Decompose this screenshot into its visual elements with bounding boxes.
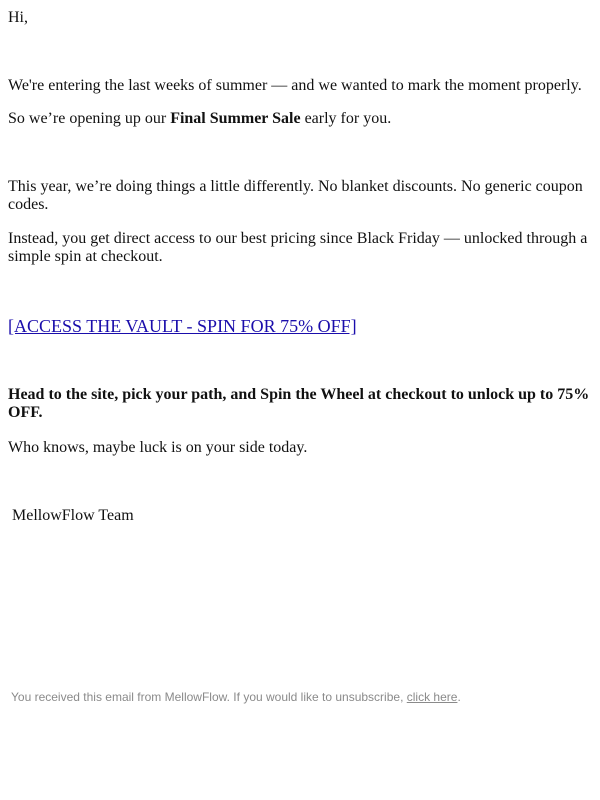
greeting: Hi, bbox=[8, 9, 28, 26]
unsubscribe-footer bbox=[11, 689, 461, 705]
sale-text-after: early for you. bbox=[300, 110, 392, 127]
sale-text-before: So we’re opening up our bbox=[8, 110, 171, 127]
footer-text: You received this email from MellowFlow. If you would like to unsubscribe, bbox=[11, 690, 407, 704]
differently-paragraph: This year, we’re doing things a little differently. No blanket discounts. No generic coupon codes. bbox=[8, 178, 583, 213]
unsubscribe-link[interactable]: click here bbox=[406, 690, 458, 704]
access-vault-link[interactable]: [ACCESS THE VAULT - SPIN FOR 75% OFF] bbox=[8, 316, 357, 336]
luck-paragraph: Who knows, maybe luck is on your side today. bbox=[8, 439, 308, 456]
footer-end: . bbox=[457, 690, 461, 704]
instructions-paragraph bbox=[8, 386, 592, 422]
sale-name: Final Summer Sale bbox=[170, 110, 301, 127]
signoff: MellowFlow Team bbox=[12, 507, 134, 524]
pricing-paragraph: Instead, you get direct access to our best pricing since Black Friday — unlocked through a simple spin at checkout. bbox=[8, 230, 588, 265]
intro-paragraph: We're entering the last weeks of summer — and we wanted to mark the moment properly. bbox=[8, 77, 582, 94]
instructions-text: Head to the site, pick your path, and Spin the Wheel at checkout to unlock up to 75% OFF. bbox=[8, 386, 590, 421]
sale-paragraph bbox=[8, 109, 391, 128]
